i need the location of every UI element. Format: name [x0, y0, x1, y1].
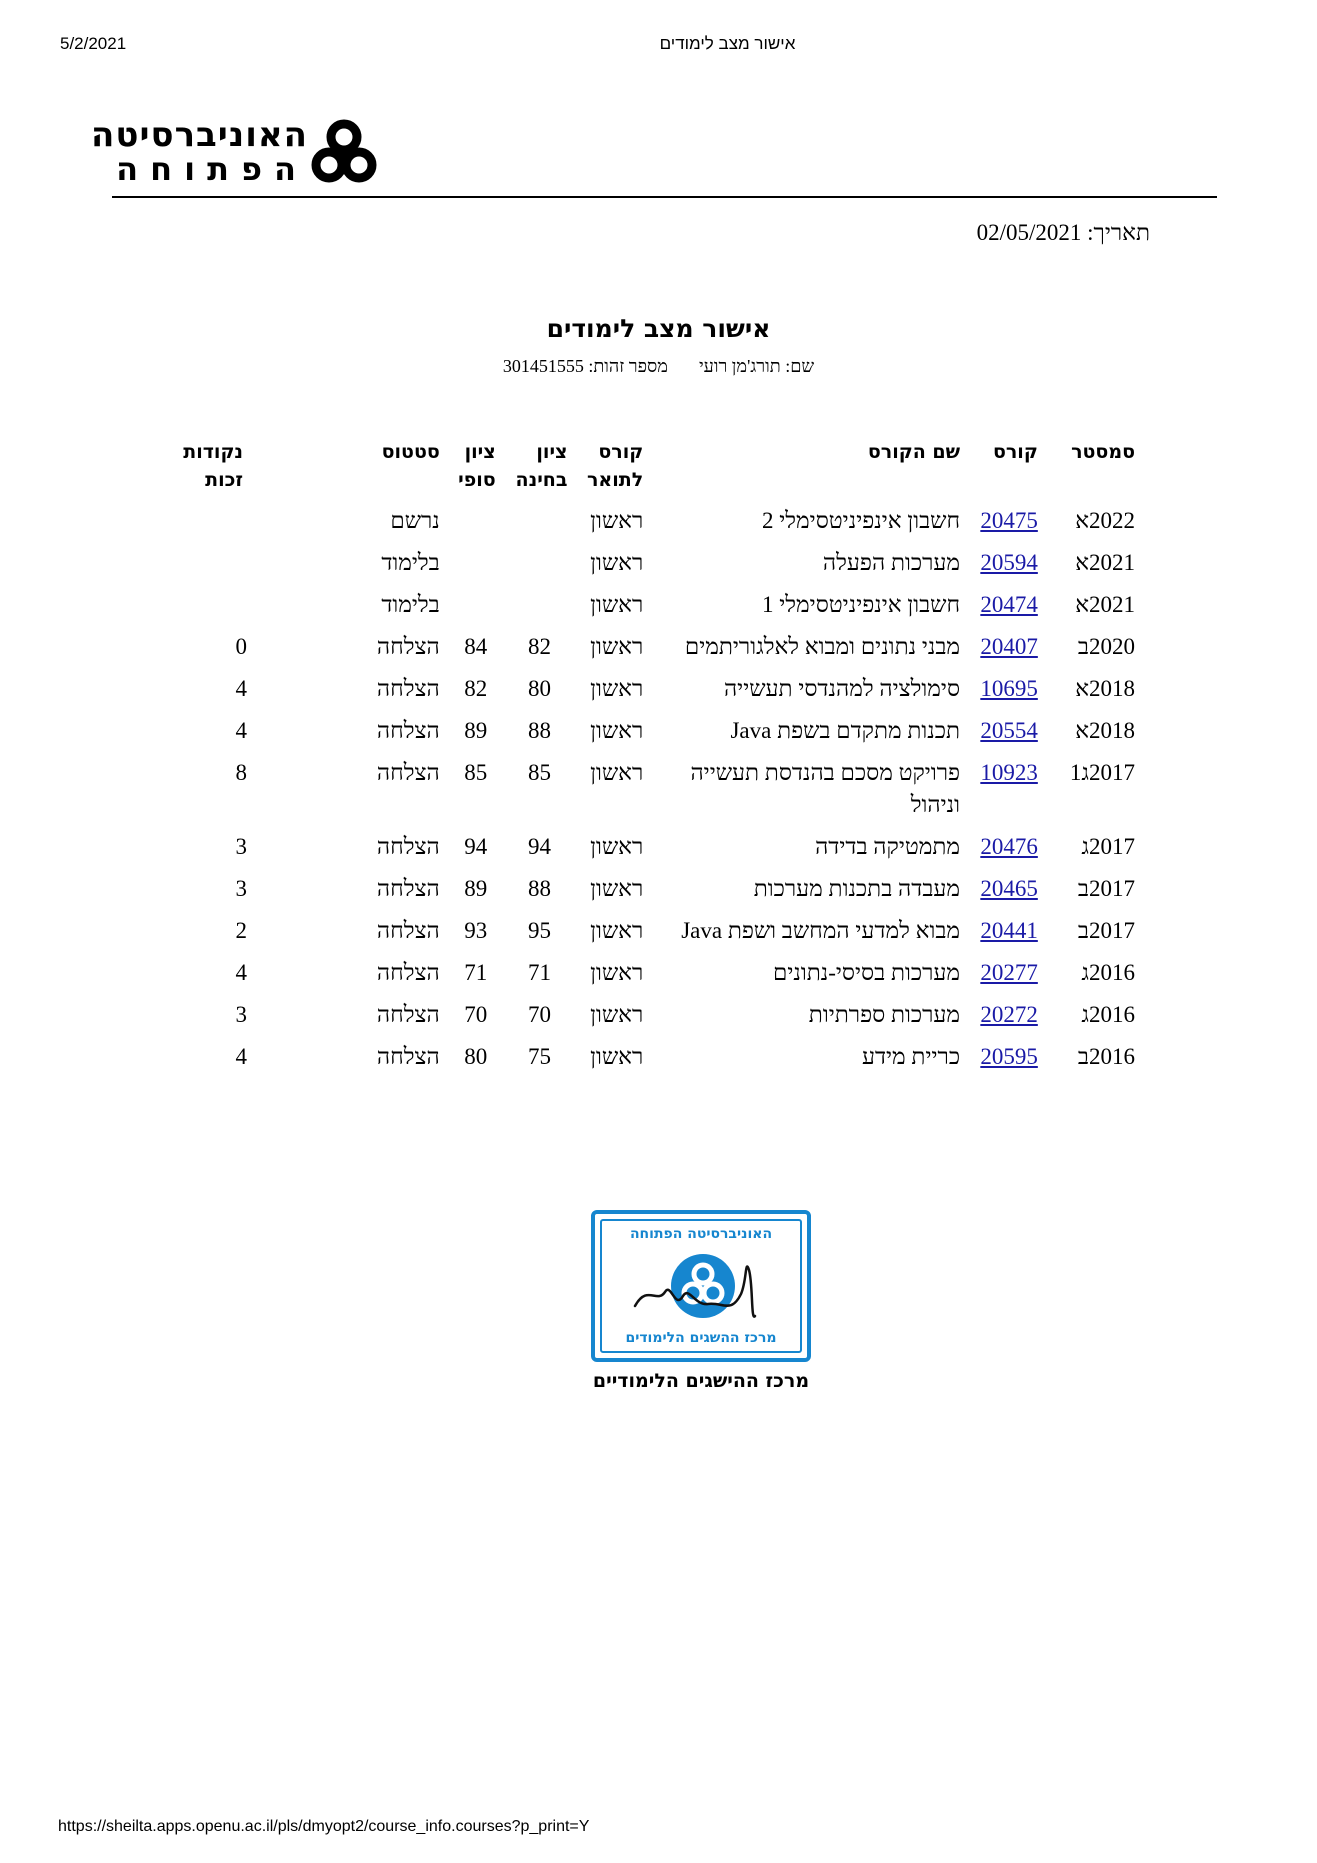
cell-exam-grade: 75: [528, 1044, 552, 1069]
header-credits: נקודות זכות: [183, 441, 244, 491]
cell-semester: 2017ג: [1081, 834, 1135, 859]
cell-status: נרשם: [390, 508, 440, 533]
cell-course-code: [968, 952, 1046, 994]
course-link[interactable]: 20465: [980, 876, 1038, 901]
cell-degree: ראשון: [590, 960, 644, 985]
header-semester: סמסטר: [1071, 441, 1135, 463]
course-link[interactable]: 20272: [980, 1002, 1038, 1027]
table-row: [175, 710, 1143, 752]
cell-credits: [175, 584, 251, 626]
course-link[interactable]: 20594: [980, 550, 1038, 575]
cell-credits: 3: [235, 876, 248, 901]
cell-status: הצלחה: [376, 634, 440, 659]
cell-course-code: [968, 584, 1046, 626]
cell-status: הצלחה: [376, 1002, 440, 1027]
course-link[interactable]: 20475: [980, 508, 1038, 533]
stamp-bottom-text: מרכז ההשגים הלימודים: [625, 1330, 777, 1346]
cell-semester: 2020ב: [1077, 634, 1135, 659]
table-row: [175, 868, 1143, 910]
cell-credits: 4: [235, 960, 248, 985]
header-exam-grade: ציון בחינה: [515, 441, 568, 491]
cell-semester: 2022א: [1075, 508, 1135, 533]
header-final-grade: ציון סופי: [458, 441, 496, 491]
cell-exam-grade: 80: [528, 676, 552, 701]
table-row: [175, 500, 1143, 542]
cell-course-name: פרויקט מסכם בהנדסת תעשייה וניהול: [690, 760, 961, 817]
cell-degree: ראשון: [590, 676, 644, 701]
cell-semester: 2021א: [1075, 550, 1135, 575]
course-link[interactable]: 20474: [980, 592, 1038, 617]
cell-final-grade: [448, 542, 504, 584]
cell-final-grade: 71: [464, 960, 488, 985]
cell-course-code: [968, 668, 1046, 710]
date-label: תאריך:: [1087, 220, 1150, 245]
cell-exam-grade: 70: [528, 1002, 552, 1027]
cell-final-grade: 84: [464, 634, 488, 659]
cell-course-name: מערכות הפעלה: [822, 550, 961, 575]
cell-exam-grade: 95: [528, 918, 552, 943]
cell-final-grade: 85: [464, 760, 488, 785]
cell-final-grade: 93: [464, 918, 488, 943]
table-row: [175, 910, 1143, 952]
cell-exam-grade: 71: [528, 960, 552, 985]
cell-semester: 2021א: [1075, 592, 1135, 617]
course-link[interactable]: 10695: [980, 676, 1038, 701]
table-row: [175, 952, 1143, 994]
cell-semester: 2018א: [1075, 676, 1135, 701]
cell-final-grade: [448, 584, 504, 626]
cell-course-code: [968, 542, 1046, 584]
university-logo: [91, 115, 378, 190]
cell-semester: 2016ב: [1077, 1044, 1135, 1069]
logo-line-1: האוניברסיטה: [91, 115, 308, 155]
cell-course-code: [968, 1036, 1046, 1078]
cell-exam-grade: 88: [528, 876, 552, 901]
official-stamp: [591, 1210, 811, 1362]
cell-course-name: מבני נתונים ומבוא לאלגוריתמים: [684, 634, 961, 659]
cell-credits: 0: [235, 634, 248, 659]
cell-credits: 4: [235, 718, 248, 743]
cell-course-name: תכנות מתקדם בשפת Java: [730, 718, 961, 743]
cell-exam-grade: 85: [528, 760, 552, 785]
cell-course-name: חשבון אינפיניטסימלי 1: [762, 592, 961, 617]
cell-credits: 3: [235, 834, 248, 859]
cell-degree: ראשון: [590, 918, 644, 943]
cell-final-grade: 80: [464, 1044, 488, 1069]
cell-semester: 2017ב: [1077, 876, 1135, 901]
cell-status: בלימוד: [381, 550, 440, 575]
cell-status: בלימוד: [381, 592, 440, 617]
table-row: [175, 542, 1143, 584]
cell-semester: 2016ג: [1081, 1002, 1135, 1027]
cell-exam-grade: 88: [528, 718, 552, 743]
cell-course-name: סימולציה למהנדסי תעשייה: [723, 676, 961, 701]
cell-semester: 2016ג: [1081, 960, 1135, 985]
document-date: [0, 220, 1150, 246]
cell-degree: ראשון: [590, 718, 644, 743]
course-link[interactable]: 10923: [980, 760, 1038, 785]
cell-course-code: [968, 994, 1046, 1036]
logo-line-2: הפתוחה: [116, 150, 308, 188]
course-link[interactable]: 20476: [980, 834, 1038, 859]
header-course: קורס: [992, 441, 1038, 463]
cell-course-name: מערכות בסיסי-נתונים: [772, 960, 961, 985]
header-course-name: שם הקורס: [867, 441, 961, 463]
cell-course-name: מבוא למדעי המחשב ושפת Java: [681, 918, 961, 943]
cell-exam-grade: [504, 542, 576, 584]
cell-exam-grade: [504, 584, 576, 626]
header-divider: [112, 196, 1217, 198]
print-header-date: 5/2/2021: [60, 34, 127, 53]
date-value: 02/05/2021: [976, 220, 1082, 245]
cell-exam-grade: 82: [528, 634, 552, 659]
cell-course-name: מעבדה בתכנות מערכות: [753, 876, 961, 901]
table-row: [175, 826, 1143, 868]
cell-degree: ראשון: [590, 1044, 644, 1069]
document-title: אישור מצב לימודים: [546, 314, 771, 343]
cell-course-code: [968, 500, 1046, 542]
cell-status: הצלחה: [376, 960, 440, 985]
cell-credits: [175, 500, 251, 542]
cell-credits: 3: [235, 1002, 248, 1027]
cell-credits: 2: [235, 918, 248, 943]
cell-semester: 2018א: [1075, 718, 1135, 743]
cell-course-code: [968, 752, 1046, 826]
cell-course-name: מתמטיקה בדידה: [815, 834, 961, 859]
cell-status: הצלחה: [376, 834, 440, 859]
course-link[interactable]: 20595: [980, 1044, 1038, 1069]
cell-course-code: [968, 710, 1046, 752]
cell-status: הצלחה: [376, 760, 440, 785]
cell-status: הצלחה: [376, 918, 440, 943]
table-row: [175, 994, 1143, 1036]
course-link[interactable]: 20277: [980, 960, 1038, 985]
cell-final-grade: 89: [464, 876, 488, 901]
cell-course-name: מערכות ספרתיות: [808, 1002, 961, 1027]
cell-credits: 4: [235, 676, 248, 701]
cell-degree: ראשון: [590, 1002, 644, 1027]
table-row: [175, 668, 1143, 710]
cell-degree: ראשון: [590, 634, 644, 659]
student-details: [0, 356, 1317, 377]
cell-course-name: כריית מידע: [861, 1044, 961, 1069]
cell-final-grade: 82: [464, 676, 488, 701]
cell-degree: ראשון: [590, 508, 644, 533]
print-footer-url: https://sheilta.apps.openu.ac.il/pls/dmyopt2/course_info.courses?p_print=Y: [58, 1818, 590, 1835]
course-link[interactable]: 20407: [980, 634, 1038, 659]
cell-final-grade: 94: [464, 834, 488, 859]
cell-course-code: [968, 910, 1046, 952]
cell-degree: ראשון: [590, 760, 644, 785]
cell-course-name: חשבון אינפיניטסימלי 2: [762, 508, 961, 533]
cell-degree: ראשון: [590, 592, 644, 617]
cell-degree: ראשון: [590, 550, 644, 575]
cell-course-code: [968, 868, 1046, 910]
table-row: [175, 626, 1143, 668]
cell-semester: 2017ג1: [1069, 760, 1135, 785]
table-row: [175, 1036, 1143, 1078]
print-header-title: אישור מצב לימודים: [659, 34, 796, 53]
cell-status: הצלחה: [376, 1044, 440, 1069]
cell-credits: 4: [235, 1044, 248, 1069]
cell-degree: ראשון: [590, 876, 644, 901]
student-id: 301451555: [502, 356, 584, 376]
header-degree-course: קורס לתואר: [586, 441, 644, 491]
name-label: שם:: [785, 356, 815, 376]
cell-final-grade: 70: [464, 1002, 488, 1027]
cell-course-code: [968, 826, 1046, 868]
stamp-trefoil-signature-icon: [613, 1244, 793, 1328]
course-link[interactable]: 20441: [980, 918, 1038, 943]
cell-course-code: [968, 626, 1046, 668]
id-label: מספר זהות:: [588, 356, 668, 376]
logo-wordmark: [91, 115, 308, 188]
cell-semester: 2017ב: [1077, 918, 1135, 943]
stamp-top-text: האוניברסיטה הפתוחה: [629, 1226, 773, 1242]
header-status: סטטוס: [381, 441, 440, 463]
cell-exam-grade: 94: [528, 834, 552, 859]
course-link[interactable]: 20554: [980, 718, 1038, 743]
table-row: [175, 752, 1143, 826]
cell-final-grade: 89: [464, 718, 488, 743]
cell-status: הצלחה: [376, 718, 440, 743]
cell-degree: ראשון: [590, 834, 644, 859]
student-name: תורג'מן רועי: [698, 356, 781, 376]
cell-status: הצלחה: [376, 676, 440, 701]
table-header-row: [175, 438, 1143, 500]
cell-exam-grade: [504, 500, 576, 542]
grades-table: [175, 438, 1143, 1078]
table-row: [175, 584, 1143, 626]
cell-credits: [175, 542, 251, 584]
cell-status: הצלחה: [376, 876, 440, 901]
cell-credits: 8: [235, 760, 248, 785]
cell-final-grade: [448, 500, 504, 542]
stamp-caption: מרכז ההישגים הלימודיים: [592, 1370, 810, 1392]
trefoil-logo-icon: [310, 118, 378, 188]
